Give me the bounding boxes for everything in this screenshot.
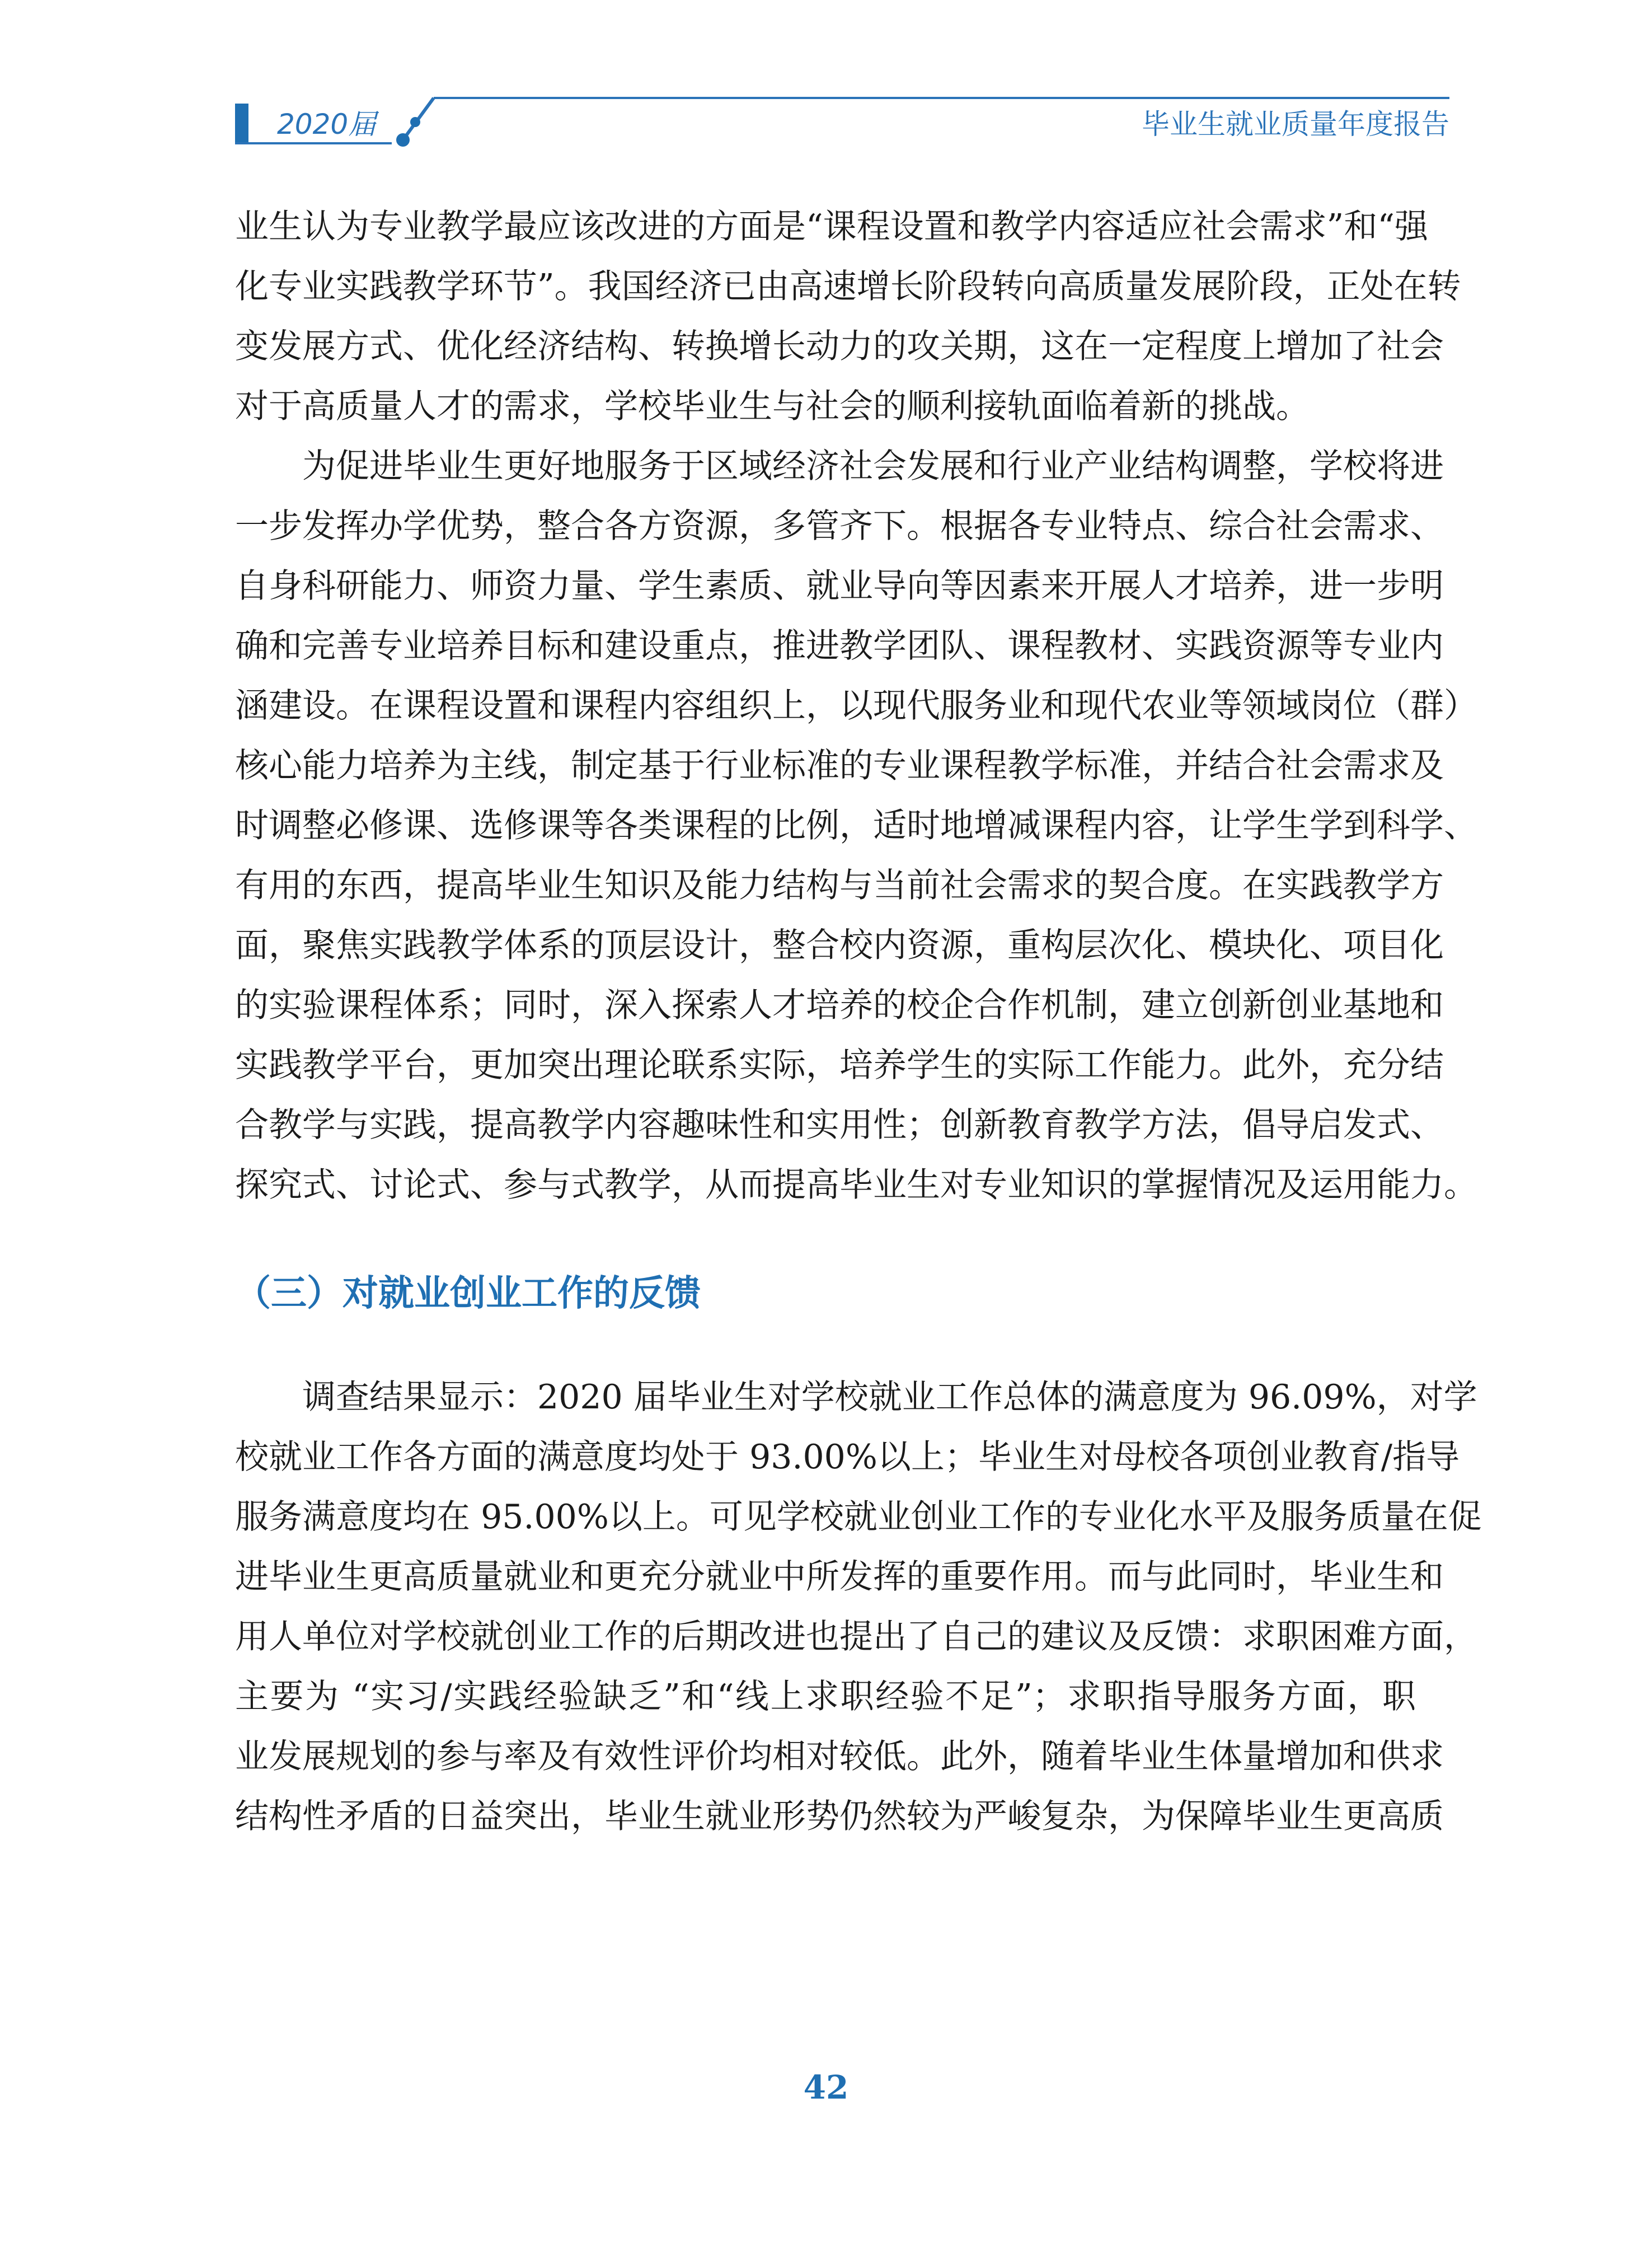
document-body — [235, 197, 1482, 1847]
section-heading: （三）对就业创业工作的反馈 — [235, 1273, 701, 1314]
text-line: 化专业实践教学环节”。我国经济已由高速增长阶段转向高质量发展阶段，正处在转 — [235, 267, 1461, 306]
text-line: 变发展方式、优化经济结构、转换增长动力的攻关期，这在一定程度上增加了社会 — [235, 327, 1444, 366]
text-line: 进毕业生更高质量就业和更充分就业中所发挥的重要作用。而与此同时，毕业生和 — [235, 1557, 1444, 1596]
text-line: 自身科研能力、师资力量、学生素质、就业导向等因素来开展人才培养，进一步明 — [235, 566, 1444, 606]
text-line: 确和完善专业培养目标和建设重点，推进教学团队、课程教材、实践资源等专业内 — [235, 626, 1444, 666]
text-line: 的实验课程体系；同时，深入探索人才培养的校企合作机制，建立创新创业基地和 — [235, 986, 1444, 1025]
text-line: 为促进毕业生更好地服务于区域经济社会发展和行业产业结构调整，学校将进 — [235, 447, 1444, 486]
text-line: 结构性矛盾的日益突出，毕业生就业形势仍然较为严峻复杂，为保障毕业生更高质 — [235, 1797, 1444, 1836]
text-line: 用人单位对学校就创业工作的后期改进也提出了自己的建议及反馈：求职困难方面， — [235, 1617, 1477, 1656]
text-line: 合教学与实践，提高教学内容趣味性和实用性；创新教育教学方法，倡导启发式、 — [235, 1106, 1444, 1145]
text-line: 实践教学平台，更加突出理论联系实际，培养学生的实际工作能力。此外，充分结 — [235, 1046, 1444, 1085]
text-line: 服务满意度均在 95.00%以上。可见学校就业创业工作的专业化水平及服务质量在促 — [235, 1497, 1482, 1537]
text-line: 有用的东西，提高毕业生知识及能力结构与当前社会需求的契合度。在实践教学方 — [235, 866, 1444, 905]
page-number: 42 — [803, 2068, 849, 2106]
text-line: 一步发挥办学优势，整合各方资源，多管齐下。根据各专业特点、综合社会需求、 — [235, 507, 1444, 546]
text-line: 主要为 “实习/实践经验缺乏”和“线上求职经验不足”；求职指导服务方面，职 — [235, 1677, 1416, 1716]
paragraph-3 — [235, 1368, 1482, 1847]
header-decoration-icon — [0, 0, 1652, 168]
header-title: 毕业生就业质量年度报告 — [1142, 108, 1449, 141]
text-line: 业发展规划的参与率及有效性评价均相对较低。此外，随着毕业生体量增加和供求 — [235, 1737, 1444, 1776]
text-line: 业生认为专业教学最应该改进的方面是“课程设置和教学内容适应社会需求”和“强 — [235, 207, 1429, 246]
paragraph-1 — [235, 197, 1461, 437]
text-line: 面，聚焦实践教学体系的顶层设计，整合校内资源，重构层次化、模块化、项目化 — [235, 926, 1444, 965]
text-line: 对于高质量人才的需求，学校毕业生与社会的顺利接轨面临着新的挑战。 — [235, 387, 1310, 426]
header-year: 2020届 — [277, 108, 377, 141]
text-line: 调查结果显示：2020 届毕业生对学校就业工作总体的满意度为 96.09%，对学 — [235, 1378, 1477, 1417]
paragraph-2 — [235, 437, 1477, 1215]
text-line: 校就业工作各方面的满意度均处于 93.00%以上；毕业生对母校各项创业教育/指导 — [235, 1437, 1460, 1477]
text-line: 核心能力培养为主线，制定基于行业标准的专业课程教学标准，并结合社会需求及 — [235, 746, 1444, 785]
text-line: 涵建设。在课程设置和课程内容组织上，以现代服务业和现代农业等领域岗位（群） — [235, 686, 1477, 725]
text-line: 时调整必修课、选修课等各类课程的比例，适时地增减课程内容，让学生学到科学、 — [235, 806, 1477, 845]
text-line: 探究式、讨论式、参与式教学，从而提高毕业生对专业知识的掌握情况及运用能力。 — [235, 1165, 1477, 1205]
